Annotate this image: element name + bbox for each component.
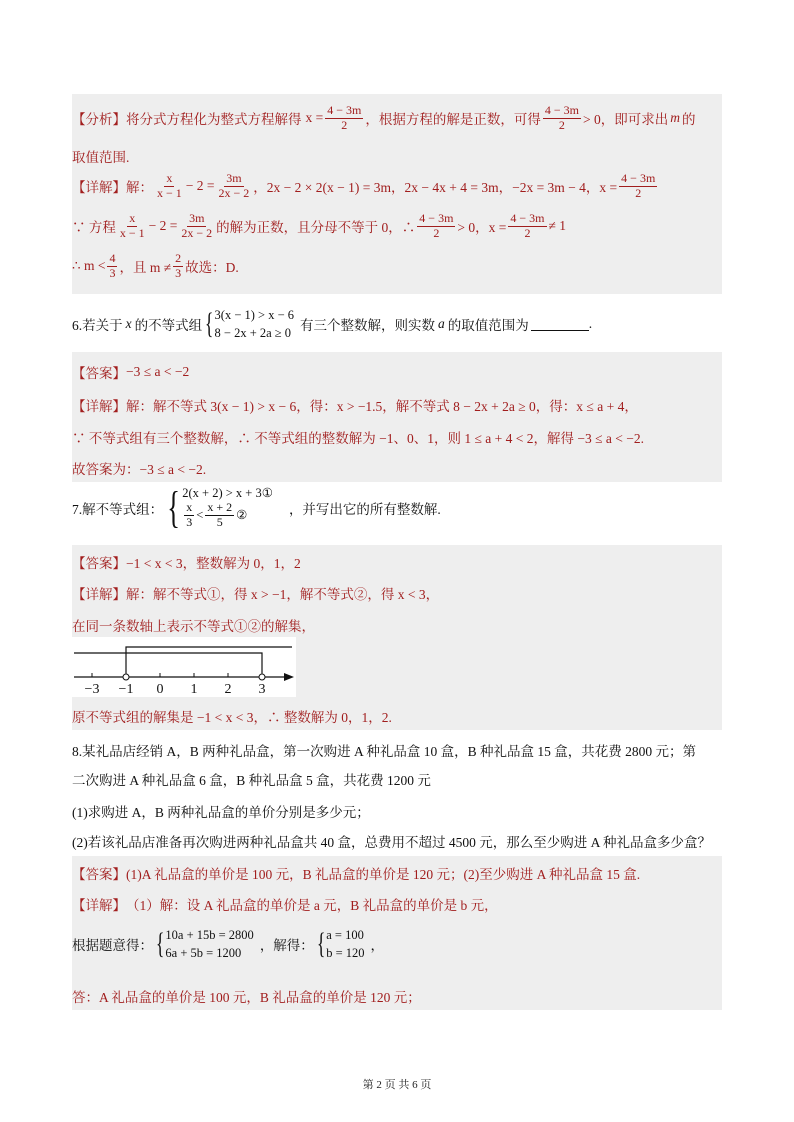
- q5-detail-line3: ∴ m < $\frac{4}{3}$ ，且 m ≠ $\frac{2}{3}$ 故选：D.: [72, 251, 239, 280]
- brace: {: [205, 307, 214, 341]
- solution-system: a = 100 b = 120: [326, 928, 365, 961]
- tick-label: −3: [84, 682, 100, 697]
- tick-label: 2: [224, 682, 232, 697]
- q7-stem: 7.解不等式组： { 2(x + 2) > x + 3① $\frac{x}{3}$ < $\frac{x + 2}{5}$ ② ，并写出它的所有整数解.: [72, 483, 441, 532]
- number-line: [72, 637, 296, 697]
- q8-part1: (1)求购进 A，B 两种礼品盒的单价分别是多少元；: [72, 805, 370, 820]
- q5-detail-line2: ∵ 方程 $\frac{x}{x - 1}$ − 2 = $\frac{3m}{2x - 2}$ 的解为正数，且分母不等于 0，∴ $\frac{4 - 3m}{2}$ > 0，x = $\frac{4 - 3m}{2}$ ≠ 1: [72, 211, 567, 240]
- q6-detail-line3: 故答案为：−3 ≤ a < −2.: [72, 462, 207, 477]
- q5-analysis-line2: 取值范围.: [72, 150, 130, 165]
- q7-detail-line1: 【详解】 解：解不等式①，得 x > −1，解不等式②，得 x < 3，: [72, 587, 440, 602]
- q5-detail-line1: 【详解】 解： $\frac{x}{x - 1}$ − 2 = $\frac{3m}{2x - 2}$ ，2x − 2 × 2(x − 1) = 3m，2x − 4x + 4 = 3m，−2x = 3m − 4，x = $\frac{4 - 3m}{2}$: [72, 171, 656, 200]
- q6-stem: 6.若关于 x 的不等式组 { 3(x − 1) > x − 6 8 − 2x + 2a ≥ 0 有三个整数解，则实数 a 的取值范围为 .: [72, 306, 592, 342]
- answer-blank: [531, 318, 589, 331]
- page-footer: 第 2 页 共 6 页: [362, 1079, 432, 1091]
- q8-detail-line1: 【详解】 （1）解：设 A 礼品盒的单价是 a 元，B 礼品盒的单价是 b 元，: [72, 898, 498, 913]
- q5-solution-block: [72, 94, 722, 294]
- detail-tag: 【详解】: [72, 180, 126, 196]
- tick-label: −1: [118, 682, 134, 697]
- q7-detail-line2: 在同一条数轴上表示不等式①②的解集，: [72, 619, 315, 634]
- tick-label: 0: [156, 682, 164, 697]
- q6-detail-line1: 【详解】 解：解不等式 3(x − 1) > x − 6，得：x > −1.5，解不等式 8 − 2x + 2a ≥ 0，得：x ≤ a + 4，: [72, 399, 638, 414]
- tick-label: 3: [258, 682, 266, 697]
- analysis-tag: 【分析】: [72, 112, 126, 128]
- number-line-figure: [72, 637, 296, 697]
- q6-solution-block: [72, 352, 722, 482]
- q8-stem-line2: 二次购进 A 种礼品盒 6 盒，B 种礼品盒 5 盒，共花费 1200 元: [72, 773, 431, 788]
- inequality-system: 2(x + 2) > x + 3① $\frac{x}{3}$ < $\frac{x + 2}{5}$ ②: [182, 486, 273, 529]
- tick-label: 1: [190, 682, 198, 697]
- q7-detail-line3: 原不等式组的解集是 −1 < x < 3，∴ 整数解为 0，1，2.: [72, 710, 392, 725]
- brace: {: [167, 483, 181, 532]
- q8-detail-line3: 答：A 礼品盒的单价是 100 元，B 礼品盒的单价是 120 元；: [72, 990, 421, 1005]
- fraction: $\frac{4 - 3m}{2}$: [544, 103, 579, 132]
- q8-detail-line2: 根据题意得： { 10a + 15b = 2800 6a + 5b = 1200 ，解得： { a = 100 b = 120 ，: [72, 926, 384, 962]
- q6-answer: 【答案】 −3 ≤ a < −2: [72, 364, 190, 381]
- q7-answer: 【答案】 −1 < x < 3，整数解为 0，1，2: [72, 556, 301, 571]
- q8-answer: 【答案】 (1)A 礼品盒的单价是 100 元，B 礼品盒的单价是 120 元；(2)至少购进 A 种礼品盒 15 盒.: [72, 867, 641, 882]
- q7-solution-block: [72, 545, 722, 730]
- q8-solution-block: [72, 856, 722, 1010]
- q8-part2: (2)若该礼品店准备再次购进两种礼品盒共 40 盒，总费用不超过 4500 元，那么至少购进 A 种礼品盒多少盒？: [72, 835, 711, 850]
- equation-system: 10a + 15b = 2800 6a + 5b = 1200: [165, 928, 254, 961]
- q8-stem-line1: 8.某礼品店经销 A，B 两种礼品盒，第一次购进 A 种礼品盒 10 盒，B 种礼品盒 15 盒，共花费 2800 元；第: [72, 744, 697, 759]
- q5-analysis-line1: 【分析】 将分式方程化为整式方程解得 x = $\frac{4 - 3m}{2}$ ，根据方程的解是正数，可得 $\frac{4 - 3m}{2}$ > 0，即可求出 m 的: [72, 103, 696, 132]
- fraction: $\frac{4 - 3m}{2}$: [327, 103, 362, 132]
- q6-detail-line2: ∵ 不等式组有三个整数解，∴ 不等式组的整数解为 −1、0、1，则 1 ≤ a + 4 < 2，解得 −3 ≤ a < −2.: [72, 431, 644, 446]
- inequality-system: 3(x − 1) > x − 6 8 − 2x + 2a ≥ 0: [214, 308, 295, 341]
